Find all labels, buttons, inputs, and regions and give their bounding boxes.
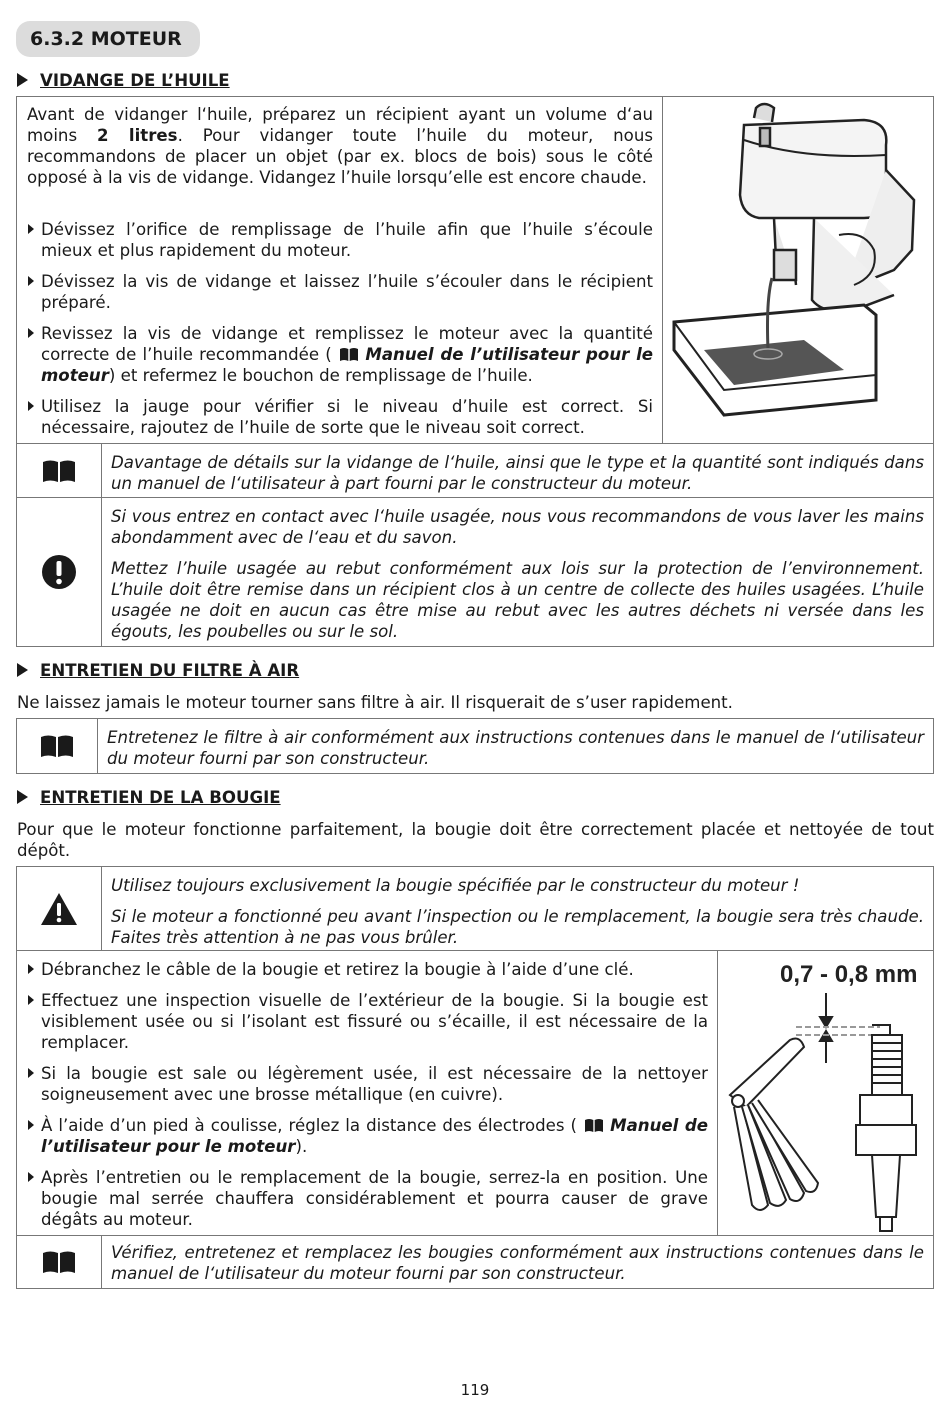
plug-step-4: À l’aide d’un pied à coulisse, réglez la distance des électrodes ( Manuel de l’utilisateur pour le moteur). — [26, 1115, 708, 1157]
book-icon — [17, 1236, 102, 1288]
oil-book-note — [16, 443, 934, 498]
oil-warning-note — [16, 497, 934, 647]
plug-step-5: Après l’entretien ou le remplacement de la bougie, serrez-la en position. Une bougie mal serrée chauffera considérablement et pourra causer de grave dégâts au moteur. — [26, 1167, 708, 1230]
gap-label: 0,7 - 0,8 mm — [780, 961, 918, 988]
oil-step-1: Dévissez l’orifice de remplissage de l’huile afin que l’huile s’écoule mieux et plus rapidement du moteur. — [26, 219, 653, 261]
triangle-bullet-icon — [17, 790, 28, 804]
oil-drain-illustration — [664, 100, 932, 440]
plug-book-note-text: Vérifiez, entretenez et remplacez les bougies conformément aux instructions contenues dans le manuel de l‘utilisateur du moteur fourni par son constructeur. — [111, 1243, 924, 1283]
plug-book-note — [16, 1235, 934, 1289]
plug-caution-text: Utilisez toujours exclusivement la bougie spécifiée par le constructeur du moteur ! Si le moteur a fonctionné peu avant l’inspection ou le remplacement, la bougie sera très chaude. Faites très attention à ne pas vous brûler. — [111, 876, 924, 947]
filter-section-title: ENTRETIEN DU FILTRE À AIR — [17, 661, 299, 681]
plug-step-2: Effectuez une inspection visuelle de l’extérieur de la bougie. Si la bougie est visiblement usée ou si l’isolant est fissuré ou s’écaille, il est nécessaire de la remplacer. — [26, 990, 708, 1053]
oil-step-2: Dévissez la vis de vidange et laissez l’huile s’écouler dans le récipient préparé. — [26, 271, 653, 313]
book-icon — [332, 345, 359, 364]
warning-triangle-icon — [17, 867, 102, 950]
oil-step-3: Revissez la vis de vidange et remplissez le moteur avec la quantité correcte de l’huile recommandée ( Manuel de l’utilisateur pour le moteur) et refermez le bouchon de remplissage de l’huile. — [26, 323, 653, 386]
oil-warning-text: Si vous entrez en contact avec l‘huile usagée, nous vous recommandons de vous laver les mains abondamment avec de l‘eau et du savon. Mettez l’huile usagée au rebut conformément aux lois sur la protection de l’environnement. L’huile doit être remise dans un récipient clos à un centre de collecte des huiles usagées. L’huile usagée ne doit en aucun cas être mise au rebut avec les autres déchets ni versée dans les égouts, les poubelles ou sur le sol. — [111, 507, 924, 641]
book-icon — [577, 1116, 604, 1135]
plug-paragraph: Pour que le moteur fonctionne parfaitement, la bougie doit être correctement placée et nettoyée de tout dépôt. — [17, 820, 934, 860]
plug-step-1: Débranchez le câble de la bougie et retirez la bougie à l’aide d’une clé. — [26, 959, 708, 980]
plug-figure-divider — [717, 950, 718, 1236]
filter-book-note — [16, 718, 934, 774]
oil-section-title: VIDANGE DE L’HUILE — [17, 71, 230, 91]
page-number: 119 — [460, 1381, 490, 1399]
exclamation-circle-icon — [17, 498, 102, 646]
book-icon — [17, 444, 102, 497]
oil-book-note-text: Davantage de détails sur la vidange de l‘huile, ainsi que le type et la quantité sont indiqués dans un manuel de l‘utilisateur à part fourni par le constructeur du moteur. — [111, 453, 924, 493]
plug-section-title: ENTRETIEN DE LA BOUGIE — [17, 788, 281, 808]
spark-plug-gap-illustration — [720, 955, 932, 1233]
book-icon — [17, 719, 98, 773]
oil-step-4: Utilisez la jauge pour vérifier si le niveau d’huile est correct. Si nécessaire, rajoutez de l’huile de sorte que le niveau soit correct. — [26, 396, 653, 438]
section-heading: 6.3.2 MOTEUR — [16, 21, 200, 57]
oil-intro-paragraph: Avant de vidanger l‘huile, préparez un récipient ayant un volume d‘au moins 2 litres. Pour vidanger toute l’huile du moteur, nous recommandons de placer un objet (par ex. blocs de bois) sous le côté opposé à la vis de vidange. Vidangez l’huile lorsqu’elle est encore chaude. — [27, 105, 653, 187]
filter-book-note-text: Entretenez le filtre à air conformément aux instructions contenues dans le manuel de l‘utilisateur du moteur fourni par son constructeur. — [107, 728, 924, 768]
plug-caution-note — [16, 866, 934, 951]
filter-paragraph: Ne laissez jamais le moteur tourner sans filtre à air. Il risquerait de s’user rapidement. — [17, 693, 733, 712]
triangle-bullet-icon — [17, 663, 28, 677]
triangle-bullet-icon — [17, 73, 28, 87]
plug-step-3: Si la bougie est sale ou légèrement usée, il est nécessaire de la nettoyer soigneusement avec une brosse métallique (en cuivre). — [26, 1063, 708, 1105]
